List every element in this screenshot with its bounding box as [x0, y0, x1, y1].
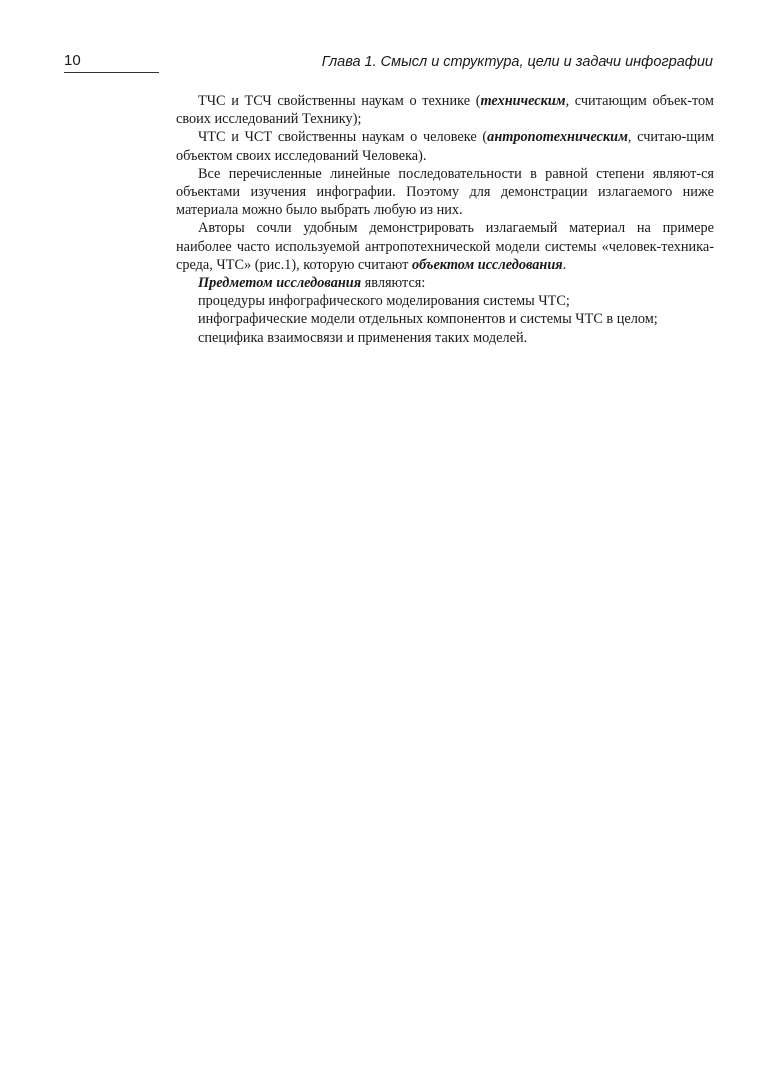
- paragraph-text: , считаю-щим объектом своих исследований Человека).: [176, 129, 714, 164]
- page-header: [64, 52, 713, 74]
- list-item: инфографические модели отдельных компонентов и системы ЧТС в целом;: [198, 311, 658, 328]
- list-item: специфика взаимосвязи и применения таких моделей.: [198, 329, 528, 346]
- paragraph-text: являются:: [361, 275, 426, 292]
- paragraph-text: , считающим объек-том своих исследований Технику);: [176, 93, 714, 128]
- list-item: процедуры инфографического моделирования системы ЧТС;: [198, 293, 570, 310]
- emphasis-term: Предметом исследования: [198, 275, 362, 292]
- paragraph-text: Авторы сочли удобным демонстрировать излагаемый материал на примере наиболее часто используемой антропотехнической модели системы «человек-техника-среда, ЧТС» (рис.1), которую считают: [176, 220, 714, 273]
- paragraph-research-subject: [176, 274, 714, 292]
- emphasis-term: техническим: [480, 93, 566, 109]
- paragraph-sequences: Все перечисленные линейные последовательности в равной степени являют-ся объектами изучения инфографии. Поэтому для демонстрации излагаемого ниже материала можно было выбрать любую из них.: [176, 165, 714, 219]
- paragraph-research-object: [176, 219, 714, 274]
- emphasis-term: объектом исследования: [411, 256, 563, 273]
- paragraph-technical-sciences: [176, 92, 714, 128]
- emphasis-term: антропотехническим: [487, 129, 628, 146]
- paragraph-text: .: [562, 256, 567, 273]
- header-rule: [64, 72, 159, 73]
- page-number: 10: [64, 52, 81, 69]
- paragraph-human-sciences: [176, 128, 714, 164]
- body-text: [176, 92, 714, 347]
- paragraph-text: ЧТС и ЧСТ свойственны наукам о человеке (: [198, 129, 488, 146]
- paragraph-text: ТЧС и ТСЧ свойственны наукам о технике (: [198, 93, 481, 109]
- running-title: Глава 1. Смысл и структура, цели и задачи инфографии: [321, 54, 713, 70]
